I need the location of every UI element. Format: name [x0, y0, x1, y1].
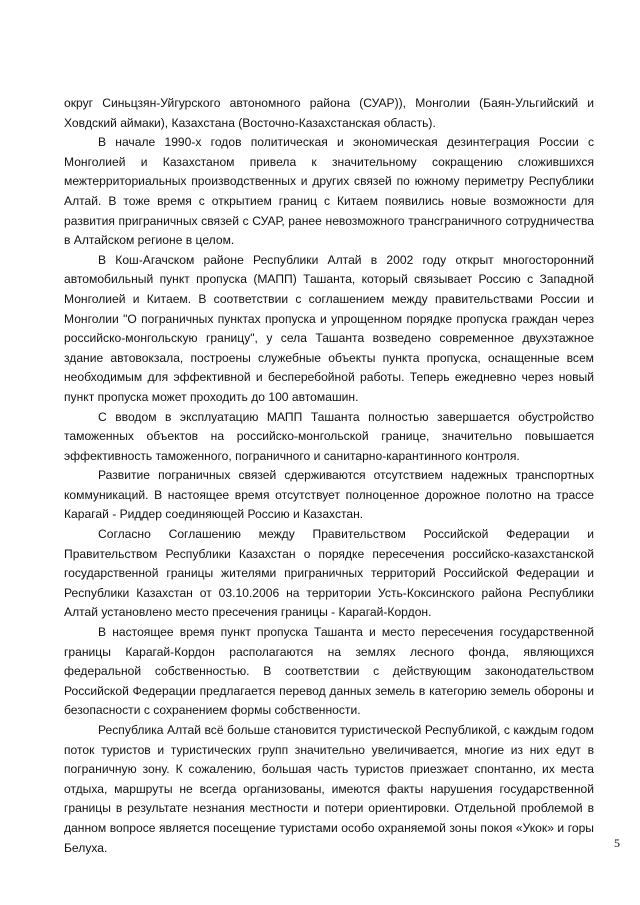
paragraph-2: В начале 1990-х годов политическая и экономическая дезинтеграция России с Монголией и Казахстаном привела к значительному сокращению сложившихся межтерриториальных производственных и других связей по южному периметру Республики Алтай. В тоже время с открытием границ с Китаем появились новые возможности для развития приграничных связей с СУАР, ранее невозможного трансграничного сотрудничества в Алтайском регионе в целом. — [64, 135, 594, 248]
paragraph-3: В Кош-Агачском районе Республики Алтай в 2002 году открыт многосторонний автомобильный пункт пропуска (МАПП) Ташанта, который связывает Россию с Западной Монголией и Китаем. В соответствии с соглашением между правительствами России и Монголии "О пограничных пунктах пропуска и упрощенном порядке пропуска граждан через российско-монгольскую границу", у села Ташанта возведено современное двухэтажное здание автовокзала, построены служебные объекты пункта пропуска, оснащенные всем необходимым для эффективной и бесперебойной работы. Теперь ежедневно через новый пункт пропуска может проходить до 100 автомашин. — [64, 252, 594, 404]
paragraph-7: В настоящее время пункт пропуска Ташанта и место пересечения государственной границы Карагай-Кордон располагаются на землях лесного фонда, являющихся федеральной собственностью. В соответствии с действующим законодательством Российской Федерации предлагается перевод данных земель в категорию земель обороны и безопасности с сохранением формы собственности. — [64, 625, 594, 718]
document-body — [64, 94, 594, 858]
paragraph-1: округ Синьцзян-Уйгурского автономного района (СУАР)), Монголии (Баян-Ульгийский и Ховдский аймаки), Казахстана (Восточно-Казахстанская область). — [64, 96, 594, 130]
paragraph-8: Республика Алтай всё больше становится туристической Республикой, с каждым годом поток туристов и туристических групп значительно увеличивается, многие из них едут в пограничную зону. К сожалению, большая часть туристов приезжает спонтанно, их места отдыха, маршруты не всегда организованы, имеются факты нарушения государственной границы в результате незнания местности и потери ориентировки. Отдельной проблемой в данном вопросе является посещение туристами особо охраняемой зоны покоя «Укок» и горы Белуха. — [64, 723, 594, 855]
paragraph-5: Развитие пограничных связей сдерживаются отсутствием надежных транспортных коммуникаций. В настоящее время отсутствует полноценное дорожное полотно на трассе Карагай - Риддер соединяющей Россию и Казахстан. — [64, 468, 594, 522]
page-number: 5 — [614, 836, 620, 850]
paragraph-4: С вводом в эксплуатацию МАПП Ташанта полностью завершается обустройство таможенных объектов на российско-монгольской границе, значительно повышается эффективность таможенного, пограничного и санитарно-карантинного контроля. — [64, 409, 594, 463]
paragraph-6: Согласно Соглашению между Правительством Российской Федерации и Правительством Республики Казахстан о порядке пересечения российско-казахстанской государственной границы жителями приграничных территорий Российской Федерации и Республики Казахстан от 03.10.2006 на территории Усть-Коксинского района Республики Алтай установлено место пресечения границы - Карагай-Кордон. — [64, 527, 594, 620]
